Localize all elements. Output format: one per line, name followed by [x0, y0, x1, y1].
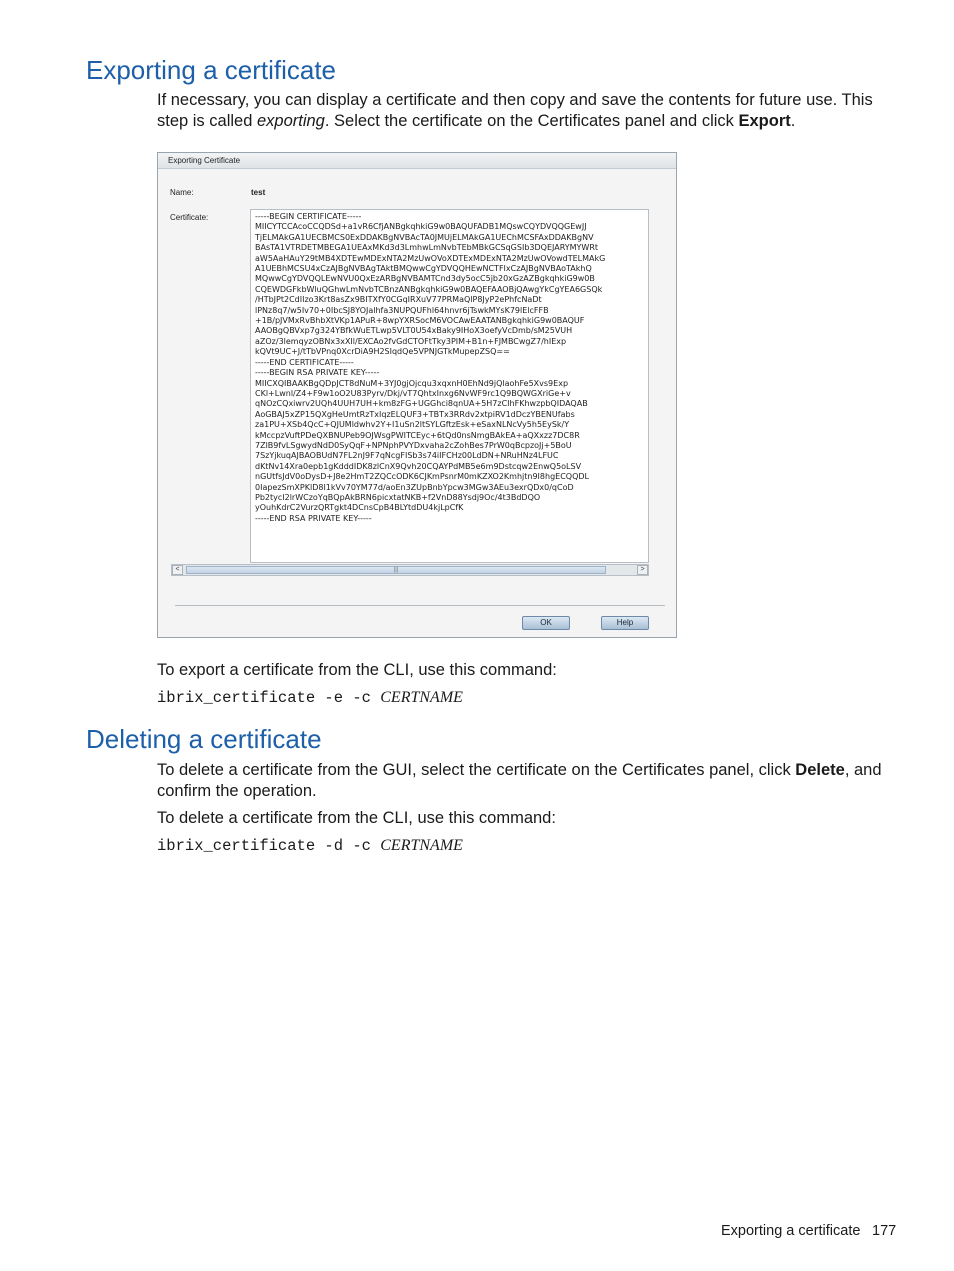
dialog-separator — [175, 605, 665, 606]
certificate-text: -----BEGIN CERTIFICATE----- MIICYTCCAcoCCQDSd+a1vR6CfjANBgkqhkiG9w0BAQUFADB1MQswCQYDVQQGEwJJ TjELMAkGA1UECBMCS0ExDDAKBgNVBAcTA0JMUjELMAkGA1UEChMCSFAxDDAKBgNV BAsTA1VTRDETMBEGA1UEAxMKd3d3LmhwLmNvbTEbMBkGCSqGSIb3DQEJARYMYWRt aW5AaHAuY29tMB4XDTEwMDExNTA2MzUwOVoXDTExMDExNTA2MzUwOVowdTELMAkG A1UEBhMCSU4xCzAJBgNVBAgTAktBMQwwCgYDVQQHEwNCTFIxCzAJBgNVBAoTAkhQ MQwwCgYDVQQLEwNVU0QxEzARBgNVBAMTCnd3dy5ocC5jb20xGzAZBgkqhkiG9w0B CQEWDGFkbWluQGhwLmNvbTCBnzANBgkqhkiG9w0BAQEFAAOBjQAwgYkCgYEA6GSQk /HTbJPt2CdIIzo3Krt8asZx9BITXfY0CGqIRXuV77PRMaQlP8JyP2ePhfcNaDt lPNz8q7/w5Iv70+0IbcSJ8YOJalhfa3NUPQUFhl64hnvr6jTswkMYsK79lElcFFB +1B/pJVMxRvBhbXtVKp1APuR+8wpYXRSocM6VOCAwEAATANBgkqhkiG9w0BAQUF AAOBgQBVxp7g324YBfkWuETLwp5VLT0U54xBaky9IHoX3oefyVcDmb/sM25VUH aZOz/3lemqyzOBNx3xXIl/EXCAo2fvGdCTOFtTky3PIM+B1n+FJMBCwgZ7/hIExp kQVt9UC+J/tTbVPnq0XcrDiA9H2SIqdQe5VPNJGTkMupepZSQ== -----END CERTIFICATE----- -----BEGIN RSA PRIVATE KEY----- MIICXQIBAAKBgQDpJCT8dNuM+3YJ0gjOjcqu3xqxnH0EhNd9jQlaohFe5Xvs9Exp CKl+Lwnl/Z4+F9w1oO2U83Pyrv/Dkj/vT7QhtxInxg6NvWF9rc1Q9BQWGXriGe+v qNOzCQxiwrv2UQh4UUH7UH+km8zFG+UGGhci8qnUA+5H7zCIhFKhwzpbQIDAQAB AoGBAJ5xZP15QXgHeUmtRzTxIqzELQUF3+TBTx3RRdv2xtpiRV1dDczYBENUfabs za1PU+XSb4QcC+QJUMldwhv2Y+I1uSn2ltSYLGftzEsk+eSaxNLNcVy5h5EySk/Y kMccpzVuftPDeQXBNUPeb9OJWsgPWITCEyc+6tQd0nsNmgBAkEA+aQXxzz7DC8R 7ZlB9fvLSgwydNdD0SyQqF+NPNphPVYDxvaha2cZohBes7PrW0qBcpzoJj+5BoU 7SzYjkuqAJBAOBUdN7FL2nJ9F7qNcgFISb3s74iIFCHz00LdDN+NRuHNz4LFUC dKtNv14Xra0epb1gKdddIDK8zlCnX9Qvh20CQAYPdMB5e6m9Dstcqw2EnwQ5oLSV nGUtfsJdV0oDysD+J8e2HmT2ZQCcODK6CJKmPsnrM0mKZXO2Kmhjtn9I8hgECQQDL 0IapezSmXPKlD8I1kVv70YM77d/aoEn3ZUpBnbYpcw3MGw3AEu3exrQDx0/qCoD Pb2tycI2lrWCzoYqBQpAkBRN6picxtatNKB+f2VnD88Ysdj9Oc/4t3BdDQO yOuhKdrC2VurzQRTgkt4DCnsCpB4BLYtdDU4kjLpCfK -----END RSA PRIVATE KEY----- — [255, 212, 606, 523]
horizontal-scrollbar[interactable] — [171, 564, 649, 576]
delete-gui-paragraph: To delete a certificate from the GUI, select the certificate on the Certificates panel, click Delete, and confirm the operation. — [157, 761, 882, 800]
name-value: test — [251, 188, 266, 197]
scroll-right-arrow-icon[interactable]: > — [637, 565, 648, 575]
section-title-exporting: Exporting a certificate — [86, 55, 337, 85]
dialog-title: Exporting Certificate — [158, 153, 676, 169]
export-cli-text: To export a certificate from the CLI, use this command: — [157, 661, 557, 679]
scroll-left-arrow-icon[interactable]: < — [172, 565, 183, 575]
certificate-textarea[interactable] — [250, 209, 649, 563]
footer-page-number: 177 — [872, 1223, 897, 1239]
certificate-label: Certificate: — [170, 213, 209, 222]
scrollbar-thumb[interactable]: ||| — [186, 566, 606, 574]
exporting-certificate-dialog — [157, 152, 677, 638]
export-intro-paragraph: If necessary, you can display a certificate and then copy and save the contents for future use. This step is called exporting. Select the certificate on the Certificates panel and click Export. — [157, 91, 873, 130]
help-button[interactable]: Help — [601, 616, 649, 630]
footer-section-name: Exporting a certificate — [721, 1223, 861, 1239]
delete-cli-text: To delete a certificate from the CLI, use this command: — [157, 809, 556, 827]
export-cli-command: ibrix_certificate -e -c CERTNAME — [157, 689, 463, 707]
section-title-deleting: Deleting a certificate — [86, 724, 322, 754]
delete-cli-command: ibrix_certificate -d -c CERTNAME — [157, 837, 463, 855]
name-label: Name: — [170, 188, 194, 197]
delete-keyword: Delete — [795, 761, 845, 779]
ok-button[interactable]: OK — [522, 616, 570, 630]
export-keyword: Export — [738, 112, 791, 130]
